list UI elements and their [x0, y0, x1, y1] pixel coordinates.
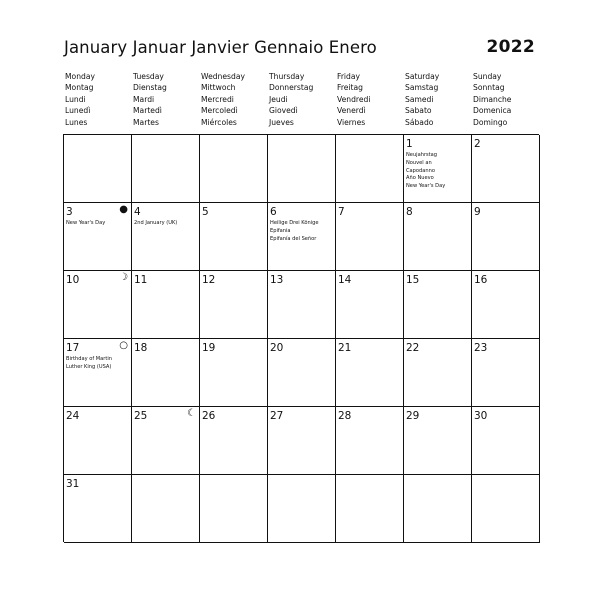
day-number: 6: [270, 206, 277, 218]
weekday-name: Saturday: [405, 72, 440, 81]
event-label: New Year's Day: [406, 183, 446, 190]
weekday-name: Thursday: [269, 72, 305, 81]
empty-day-cell: [472, 475, 540, 543]
day-number: 10: [66, 274, 80, 286]
day-number: 7: [338, 206, 345, 218]
empty-day-cell: [336, 135, 404, 203]
day-number: 17: [66, 342, 80, 354]
day-cell-28: [336, 407, 404, 475]
day-number: 29: [406, 410, 420, 422]
day-cell-2: [472, 135, 540, 203]
weekday-column-thursday: [267, 71, 335, 128]
day-number: 16: [474, 274, 488, 286]
day-cell-6: [268, 203, 336, 271]
weekday-name: Martedì: [133, 106, 162, 116]
day-cell-23: [472, 339, 540, 407]
event-list: [406, 152, 469, 191]
day-number: 14: [338, 274, 352, 286]
weekday-name: Samedi: [405, 94, 434, 104]
empty-day-cell: [268, 135, 336, 203]
empty-day-cell: [132, 135, 200, 203]
weekday-name: Viernes: [337, 117, 366, 127]
day-number: 13: [270, 274, 284, 286]
weekday-column-sunday: [471, 71, 539, 128]
weekday-name: Martes: [133, 117, 159, 127]
day-cell-12: [200, 271, 268, 339]
weekday-name: Donnerstag: [269, 83, 314, 93]
day-cell-9: [472, 203, 540, 271]
day-cell-1: [404, 135, 472, 203]
empty-day-cell: [64, 135, 132, 203]
day-number: 3: [66, 206, 73, 218]
event-list: [66, 356, 129, 372]
day-number: 30: [474, 410, 488, 422]
event-label: Luther King (USA): [66, 363, 112, 370]
empty-day-cell: [132, 475, 200, 543]
weekday-name: Sonntag: [473, 83, 505, 93]
last-quarter-moon-icon: ☾: [187, 408, 196, 419]
day-number: 9: [474, 206, 481, 218]
day-cell-19: [200, 339, 268, 407]
day-cell-18: [132, 339, 200, 407]
day-cell-25: [132, 407, 200, 475]
event-label: Capodanno: [406, 167, 435, 174]
weekday-column-tuesday: [131, 71, 199, 128]
day-cell-22: [404, 339, 472, 407]
day-cell-7: [336, 203, 404, 271]
day-number: 22: [406, 342, 420, 354]
weekday-name: Domingo: [473, 117, 508, 127]
weekday-name: Giovedì: [269, 106, 298, 116]
day-number: 18: [134, 342, 148, 354]
event-label: Heilige Drei Könige: [270, 220, 319, 226]
day-number: 25: [134, 410, 148, 422]
day-cell-24: [64, 407, 132, 475]
weekday-name: Mercoledì: [201, 106, 238, 116]
weekday-name: Dienstag: [133, 83, 167, 93]
day-number: 5: [202, 206, 209, 218]
day-cell-14: [336, 271, 404, 339]
weekday-name: Miércoles: [201, 117, 237, 127]
day-number: 23: [474, 342, 488, 354]
empty-day-cell: [404, 475, 472, 543]
day-cell-5: [200, 203, 268, 271]
weekday-name: Mittwoch: [201, 83, 236, 93]
event-label: Epifanía del Señor: [270, 235, 317, 242]
year-label: 2022: [486, 37, 535, 57]
full-moon-icon: ○: [119, 340, 128, 351]
day-cell-27: [268, 407, 336, 475]
weekday-name: Monday: [65, 72, 95, 81]
event-label: Epifania: [270, 227, 291, 234]
weekday-name: Samstag: [405, 83, 439, 93]
new-moon-icon: ●: [119, 204, 128, 215]
day-cell-11: [132, 271, 200, 339]
event-list: [134, 220, 197, 228]
event-label: Nouvel an: [406, 159, 432, 166]
day-number: 4: [134, 206, 141, 218]
weekday-name: Jueves: [269, 117, 294, 127]
day-number: 28: [338, 410, 352, 422]
weekday-name: Lunes: [65, 117, 88, 127]
empty-day-cell: [200, 135, 268, 203]
empty-day-cell: [336, 475, 404, 543]
day-cell-10: [64, 271, 132, 339]
day-cell-15: [404, 271, 472, 339]
weekday-name: Mercredi: [201, 94, 234, 104]
day-number: 24: [66, 410, 80, 422]
event-label: Birthday of Martin: [66, 356, 112, 362]
day-number: 12: [202, 274, 216, 286]
day-cell-17: [64, 339, 132, 407]
empty-day-cell: [268, 475, 336, 543]
day-cell-31: [64, 475, 132, 543]
day-cell-4: [132, 203, 200, 271]
event-list: [66, 220, 129, 228]
day-number: 27: [270, 410, 284, 422]
day-cell-3: [64, 203, 132, 271]
event-label: New Year's Day: [66, 220, 106, 226]
weekday-column-monday: [63, 71, 131, 128]
weekday-name: Freitag: [337, 83, 364, 93]
page-title: January Januar Janvier Gennaio Enero: [64, 38, 377, 57]
first-quarter-moon-icon: ☽: [119, 272, 128, 283]
day-number: 2: [474, 138, 481, 150]
weekday-name: Mardi: [133, 94, 155, 104]
weekday-name: Domenica: [473, 106, 512, 116]
day-number: 8: [406, 206, 413, 218]
weekday-column-saturday: [403, 71, 471, 128]
weekday-column-friday: [335, 71, 403, 128]
day-number: 15: [406, 274, 420, 286]
event-label: Neujahrstag: [406, 152, 438, 158]
calendar-grid: [63, 134, 539, 542]
weekday-name: Dimanche: [473, 94, 512, 104]
day-number: 31: [66, 478, 80, 490]
weekday-header: [63, 71, 539, 128]
weekday-name: Venerdì: [337, 106, 366, 116]
day-number: 11: [134, 274, 148, 286]
event-list: [270, 220, 333, 243]
weekday-name: Wednesday: [201, 72, 245, 81]
day-cell-13: [268, 271, 336, 339]
weekday-name: Sábado: [405, 117, 434, 127]
day-number: 20: [270, 342, 284, 354]
weekday-name: Lunedì: [65, 106, 91, 116]
weekday-name: Montag: [65, 83, 94, 93]
day-cell-20: [268, 339, 336, 407]
weekday-name: Tuesday: [133, 72, 164, 81]
event-label: Año Nuevo: [406, 175, 434, 182]
weekday-name: Sabato: [405, 106, 432, 116]
day-number: 1: [406, 138, 413, 150]
weekday-name: Friday: [337, 72, 361, 81]
weekday-name: Jeudi: [269, 94, 288, 104]
day-cell-16: [472, 271, 540, 339]
day-cell-8: [404, 203, 472, 271]
event-label: 2nd January (UK): [134, 220, 178, 226]
day-cell-29: [404, 407, 472, 475]
weekday-name: Lundi: [65, 94, 86, 104]
day-number: 21: [338, 342, 352, 354]
day-number: 19: [202, 342, 216, 354]
empty-day-cell: [200, 475, 268, 543]
day-cell-30: [472, 407, 540, 475]
weekday-name: Sunday: [473, 72, 502, 81]
day-cell-21: [336, 339, 404, 407]
day-cell-26: [200, 407, 268, 475]
weekday-name: Vendredi: [337, 94, 371, 104]
day-number: 26: [202, 410, 216, 422]
weekday-column-wednesday: [199, 71, 267, 128]
